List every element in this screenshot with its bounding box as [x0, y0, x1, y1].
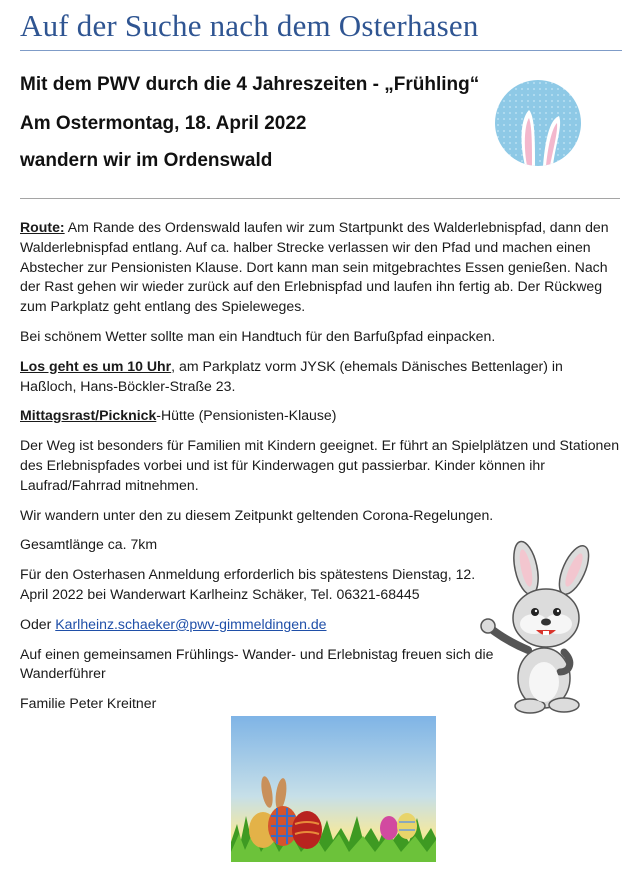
route-label: Route:: [20, 219, 65, 235]
route-paragraph: [20, 218, 620, 317]
subtitle-series: Mit dem PWV durch die 4 Jahreszeiten - „Frühling“: [20, 74, 480, 95]
subtitle-location: wandern wir im Ordenswald: [20, 150, 273, 171]
start-label: Los geht es um 10 Uhr: [20, 357, 172, 374]
waving-bunny-icon: [478, 540, 608, 720]
registration-paragraph: Für den Osterhasen Anmeldung erforderlich bis spätestens Dienstag, 12. April 2022 bei Wanderwart Karlheinz Schäker, Tel. 06321-68445: [20, 566, 476, 602]
towel-paragraph: Bei schönem Wetter sollte man ein Handtuch für den Barfußpfad einpacken.: [20, 327, 496, 344]
title-underline: [20, 50, 622, 51]
lunch-paragraph: [20, 406, 620, 426]
route-text: Am Rande des Ordenswald laufen wir zum Startpunkt des Walderlebnispfad, dann den Walderlebnispfad entlang. Auf ca. halber Strecke verlassen wir den Pfad und machen einen Abstecher zur Pensionisten Klause. Dort kann man sein mitgebrachtes Essen genießen. Nach der Rast gehen wir wieder zurück auf den Erlebnispfad und laufen ihn fertig ab. Der Rückweg zum Parkplatz geht entlang des Spieleweges.: [20, 219, 609, 315]
email-link[interactable]: Karlheinz.schaeker@pwv-gimmeldingen.de: [55, 615, 327, 632]
subtitle-date: Am Ostermontag, 18. April 2022: [20, 113, 307, 134]
lunch-label: Mittagsrast/Picknick: [20, 407, 157, 424]
start-paragraph: [20, 357, 620, 397]
easter-eggs-in-grass-image: [231, 716, 436, 862]
signature-paragraph: Familie Peter Kreitner: [20, 695, 157, 712]
length-paragraph: Gesamtlänge ca. 7km: [20, 536, 158, 553]
closing-paragraph: Auf einen gemeinsamen Frühlings- Wander- und Erlebnistag freuen sich die Wanderführer: [20, 645, 494, 682]
contact-prefix: Oder: [20, 615, 56, 632]
start-text: , am Parkplatz vorm JYSK (ehemals Dänisches Bettenlager) in Haßloch, Hans-Böckler-Straße 23.: [20, 357, 563, 394]
section-divider: [20, 198, 620, 199]
lunch-text: -Hütte (Pensionisten-Klause): [156, 407, 337, 424]
corona-paragraph: Wir wandern unter den zu diesem Zeitpunkt geltenden Corona-Regelungen.: [20, 506, 494, 523]
bunny-ears-badge-icon: [495, 80, 581, 166]
page-title: Auf der Suche nach dem Osterhasen: [20, 8, 479, 43]
family-paragraph: Der Weg ist besonders für Familien mit Kindern geeignet. Er führt an Spielplätzen und Stationen des Erlebnispfades vorbei und ist für Kinderwagen gut passierbar. Kinder können ihr Laufrad/Fahrrad mitnehmen.: [20, 437, 620, 493]
